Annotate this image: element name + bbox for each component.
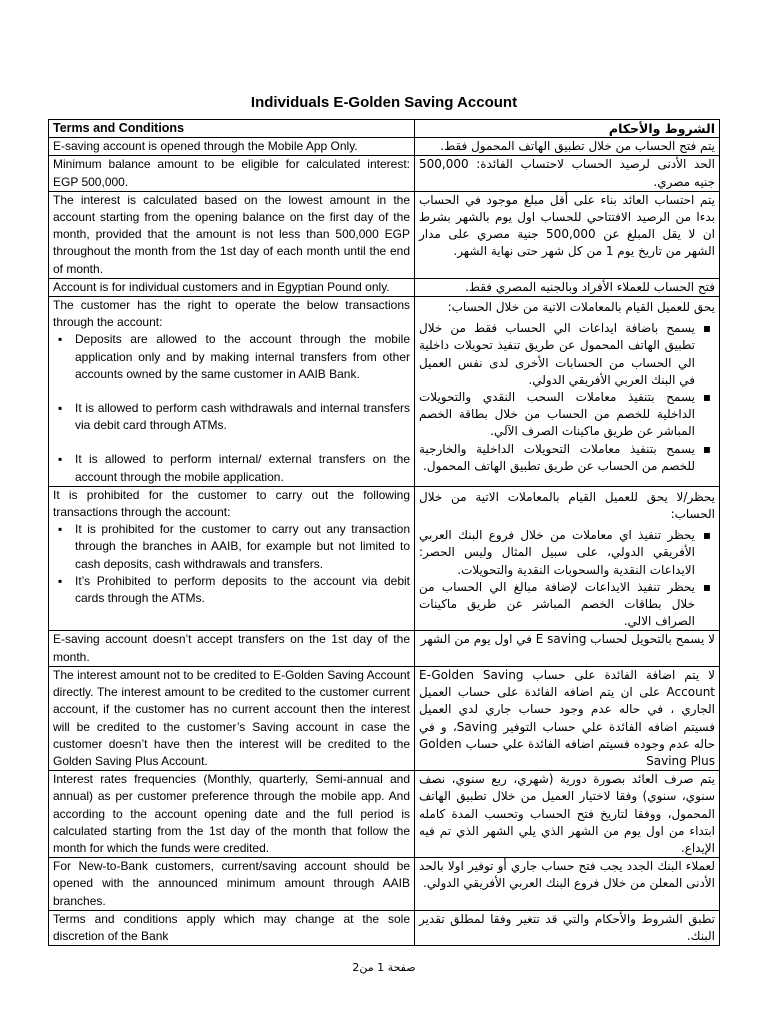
table-row bbox=[49, 858, 720, 911]
table-row bbox=[49, 666, 720, 770]
row-ar: يتم فتح الحساب من خلال تطبيق الهاتف المحمول فقط. bbox=[415, 138, 720, 156]
row-lead-ar: يحظر/لا يحق للعميل القيام بالمعاملات الاتية من خلال الحساب: bbox=[419, 489, 715, 522]
list-item: ▪ It’s Prohibited to perform deposits to the account via debit cards through the ATMs. bbox=[75, 573, 410, 607]
row-en: For New-to-Bank customers, current/saving account should be opened with the announced minimum amount through AAIB branches. bbox=[49, 858, 415, 911]
row-ar bbox=[415, 486, 720, 631]
table-header-row bbox=[49, 120, 720, 138]
header-ar: الشروط والأحكام bbox=[415, 120, 720, 138]
list-item: ▪ يحظر تنفيذ الايداعات لإضافة مبالغ الي الحساب من خلال بطاقات الخصم المباشر عن طريق ماكينات الصراف الالي. bbox=[419, 579, 695, 631]
table-row bbox=[49, 486, 720, 631]
list-item: ▪ It is allowed to perform cash withdrawals and internal transfers via debit card through ATMs. bbox=[75, 400, 410, 434]
row-ar: تطبق الشروط والأحكام والتي قد تتغير وفقا لمطلق تقدير البنك. bbox=[415, 910, 720, 945]
row-en: Terms and conditions apply which may change at the sole discretion of the Bank bbox=[49, 910, 415, 945]
bullet-list-ar bbox=[419, 320, 715, 475]
list-item: ▪ يحظر تنفيذ اي معاملات من خلال فروع البنك العربي الأفريقي الدولي، على سبيل المثال وليس الحصر: الايداعات النقدية والسحوبات النقدية والتحويلات. bbox=[419, 527, 695, 579]
row-lead-en: The customer has the right to operate the below transactions through the account: bbox=[53, 298, 410, 330]
header-en: Terms and Conditions bbox=[49, 120, 415, 138]
list-item: ▪ يسمح باضافة ايداعات الي الحساب فقط من خلال تطبيق الهاتف المحمول عن طريق تنفيذ تحويلات داخلية الي الحساب من الحسابات الأخرى لدى نفس العميل في البنك العربي الأفريقي الدولي. bbox=[419, 320, 695, 389]
table-row bbox=[49, 278, 720, 296]
row-ar: لا يسمح بالتحويل لحساب E saving في اول يوم من الشهر bbox=[415, 631, 720, 666]
row-en: Interest rates frequencies (Monthly, quarterly, Semi-annual and annual) as per customer preference through the mobile app. And according to the account opening date and the full period is calculated starting from the 1st day of the month that follow the month for which the funds were credited. bbox=[49, 771, 415, 858]
row-ar: لا يتم اضافة الفائدة على حساب E-Golden Saving Account على ان يتم اضافه الفائدة على حساب العميل الجاري ، في حاله عدم وجود حساب جاري لدي العميل فسيتم اضافه الفائدة علي حساب التوفير Saving، و في حاله عدم وجوده فسيتم اضافه الفائدة علي حساب Golden Saving Plus bbox=[415, 666, 720, 770]
list-item: ▪ It is allowed to perform internal/ external transfers on the account through the mobile application. bbox=[75, 451, 410, 485]
table-row bbox=[49, 631, 720, 666]
document-title: Individuals E-Golden Saving Account bbox=[250, 94, 518, 111]
list-item: ▪ Deposits are allowed to the account through the mobile application only and by making internal transfers from other accounts owned by the same customer in AAIB Bank. bbox=[75, 331, 410, 383]
row-en bbox=[49, 486, 415, 631]
bullet-list-en bbox=[53, 331, 410, 485]
row-en: E-saving account doesn’t accept transfers on the 1st day of the month. bbox=[49, 631, 415, 666]
table-row bbox=[49, 156, 720, 191]
row-lead-ar: يحق للعميل القيام بالمعاملات الاتية من خلال الحساب: bbox=[447, 300, 715, 315]
table-row bbox=[49, 297, 720, 487]
row-en: E-saving account is opened through the Mobile App Only. bbox=[49, 138, 415, 156]
row-ar: يتم احتساب العائد بناء على أقل مبلغ موجود في الحساب بدءا من الرصيد الافتتاحي للحساب اول يوم بالشهر بشرط ان لا يقل المبلغ عن 500,000 جنية مصري على مدار الشهر من تاريخ يوم 1 من كل شهر حتى نهاية الشهر. bbox=[415, 191, 720, 278]
row-en: Account is for individual customers and in Egyptian Pound only. bbox=[49, 278, 415, 296]
bullet-list-ar bbox=[419, 527, 715, 630]
bullet-list-en bbox=[53, 521, 410, 607]
table-row bbox=[49, 138, 720, 156]
table-row bbox=[49, 771, 720, 858]
row-lead-en: It is prohibited for the customer to carry out the following transactions through the account: bbox=[53, 487, 410, 520]
page-number: صفحة 1 من2 bbox=[352, 961, 416, 974]
row-ar: لعملاء البنك الجدد يجب فتح حساب جاري أو توفير اولا بالحد الأدنى المعلن من خلال فروع البنك العربي الأفريقي الدولي. bbox=[415, 858, 720, 911]
table-row bbox=[49, 910, 720, 945]
row-en: The interest is calculated based on the lowest amount in the account starting from the opening balance on the first day of the month, provided that the amount is not less than 500,000 EGP throughout the month from the 1st day of each month until the end of month. bbox=[49, 191, 415, 278]
row-ar: يتم صرف العائد بصورة دورية (شهري، ربع سنوي، نصف سنوي، سنوي) وفقا لاختيار العميل من خلال تطبيق الهاتف المحمول، ووفقا لتاريخ فتح الحساب وتحسب المدة كامله ابتداء من اول يوم من الشهر الذي يلي الشهر الذي تم فيه الإيداع. bbox=[415, 771, 720, 858]
row-ar: فتح الحساب للعملاء الأفراد وبالجنيه المصري فقط. bbox=[415, 278, 720, 296]
row-ar bbox=[415, 297, 720, 487]
list-item: ▪ يسمح بتنفيذ معاملات السحب النقدي والتحويلات الداخلية للخصم من الحساب من خلال بطاقة الخصم المباشر عن طريق ماكينات الصرف الآلي. bbox=[419, 389, 695, 441]
row-en: Minimum balance amount to be eligible for calculated interest: EGP 500,000. bbox=[49, 156, 415, 191]
list-item: ▪ يسمح بتنفيذ معاملات التحويلات الداخلية والخارجية للخصم من الحساب عن طريق تطبيق الهاتف المحمول. bbox=[419, 441, 695, 475]
table-row bbox=[49, 191, 720, 278]
list-item: ▪ It is prohibited for the customer to carry out any transaction through the branches in AAIB, for example but not limited to cash deposits, cash withdrawals and transfers. bbox=[75, 521, 410, 573]
row-en: The interest amount not to be credited to E-Golden Saving Account directly. The interest amount to be credited to the customer current account, if the customer has no current account then the interest will be credited to the customer’s Saving account in case the customer doesn’t have then the interest will be credited to the Golden Saving Plus Account. bbox=[49, 666, 415, 770]
terms-table bbox=[48, 119, 720, 946]
row-en bbox=[49, 297, 415, 487]
row-ar: الحد الأدنى لرصيد الحساب لاحتساب الفائدة: 500,000 جنيه مصري. bbox=[415, 156, 720, 191]
